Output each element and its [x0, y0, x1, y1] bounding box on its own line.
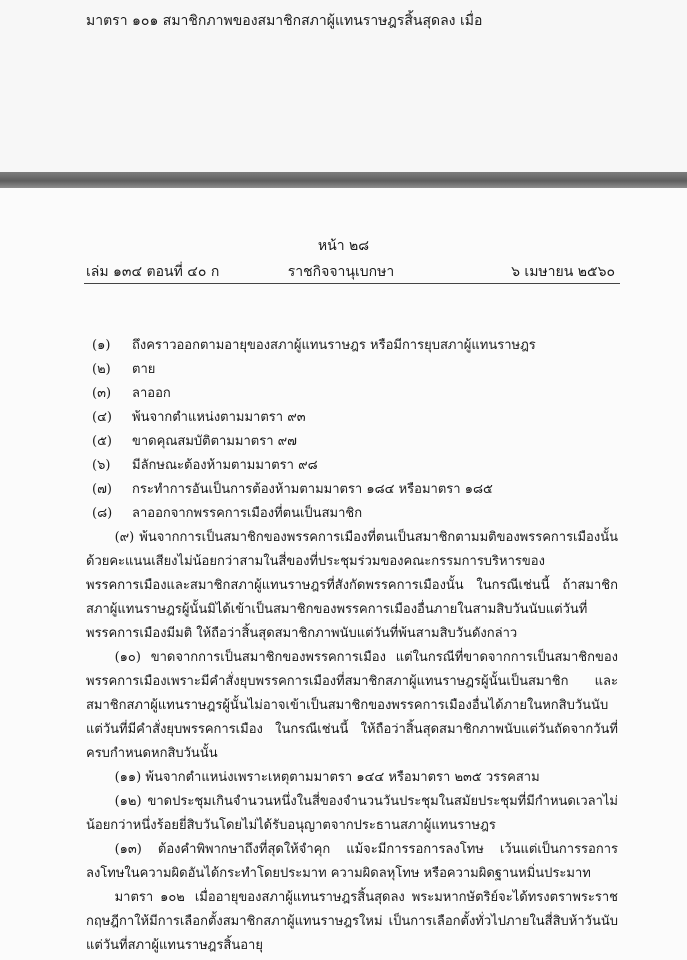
item-text: ถึงคราวออกตามอายุของสภาผู้แทนราษฎร หรือมีการยุบสภาผู้แทนราษฎร: [132, 338, 536, 353]
item-text: ขาดคุณสมบัติตามมาตรา ๙๗: [132, 434, 297, 449]
document-body: [86, 334, 618, 958]
item-number: (๔): [92, 410, 112, 425]
paragraph-item-11: (๑๑) พ้นจากตำแหน่งเพราะเหตุตามมาตรา ๑๔๔ หรือมาตรา ๒๓๕ วรรคสาม: [114, 770, 540, 785]
item-text: พ้นจากตำแหน่งตามมาตรา ๙๓: [132, 410, 306, 425]
item-text: กระทำการอันเป็นการต้องห้ามตามมาตรา ๑๘๔ หรือมาตรา ๑๘๕: [132, 482, 493, 497]
paragraph-item-9: (๙) พ้นจากการเป็นสมาชิกของพรรคการเมืองที่ตนเป็นสมาชิกตามมติของพรรคการเมืองนั้นด้วยคะแนนเสียงไม่น้อยกว่าสามในสี่ของที่ประชุมร่วมของคณะกรรมการบริหารของพรรคการเมืองและสมาชิกสภาผู้แทนราษฎรที่สังกัดพรรคการเมืองนั้น ในกรณีเช่นนี้ ถ้าสมาชิกสภาผู้แทนราษฎรผู้นั้นมิได้เข้าเป็นสมาชิกของพรรคการเมืองอื่นภายในสามสิบวันนับแต่วันที่พรรคการเมืองมีมติ ให้ถือว่าสิ้นสุดสมาชิกภาพนับแต่วันที่พ้นสามสิบวันดังกล่าว: [86, 530, 618, 641]
item-text: ลาออกจากพรรคการเมืองที่ตนเป็นสมาชิก: [132, 506, 363, 521]
item-text: ลาออก: [132, 386, 171, 401]
list-item: [86, 454, 618, 478]
section-101-heading: มาตรา ๑๐๑ สมาชิกภาพของสมาชิกสภาผู้แทนราษฎรสิ้นสุดลง เมื่อ: [86, 13, 483, 29]
list-item: [86, 502, 618, 526]
list-item: [86, 382, 618, 406]
page-separator: [0, 172, 687, 188]
item-number: (๑): [92, 338, 111, 353]
item-number: (๘): [92, 506, 113, 521]
publication-date: ๖ เมษายน ๒๕๖๐: [511, 264, 615, 280]
gazette-title: ราชกิจจานุเบกษา: [287, 264, 395, 280]
item-number: (๗): [92, 482, 112, 497]
item-number: (๖): [92, 458, 111, 473]
paragraph-item-13: (๑๓) ต้องคำพิพากษาถึงที่สุดให้จำคุก แม้จะมีการรอการลงโทษ เว้นแต่เป็นการรอการลงโทษในความผิดอันได้กระทำโดยประมาท ความผิดลหุโทษ หรือความผิดฐานหมิ่นประมาท: [86, 842, 618, 881]
paragraph-item-10: (๑๐) ขาดจากการเป็นสมาชิกของพรรคการเมือง แต่ในกรณีที่ขาดจากการเป็นสมาชิกของพรรคการเมืองเพราะมีคำสั่งยุบพรรคการเมืองที่สมาชิกสภาผู้แทนราษฎรผู้นั้นเป็นสมาชิก และสมาชิกสภาผู้แทนราษฎรผู้นั้นไม่อาจเข้าเป็นสมาชิกของพรรคการเมืองอื่นได้ภายในหกสิบวันนับแต่วันที่มีคำสั่งยุบพรรคการเมือง ในกรณีเช่นนี้ ให้ถือว่าสิ้นสุดสมาชิกภาพนับแต่วันถัดจากวันที่ครบกำหนดหกสิบวันนั้น: [86, 650, 618, 761]
list-item: [86, 358, 618, 382]
list-item: [86, 478, 618, 502]
section-102-text: เมื่ออายุของสภาผู้แทนราษฎรสิ้นสุดลง พระมหากษัตริย์จะได้ทรงตราพระราชกฤษฎีกาให้มีการเลือกตั้งสมาชิกสภาผู้แทนราษฎรใหม่ เป็นการเลือกตั้งทั่วไปภายในสี่สิบห้าวันนับแต่วันที่สภาผู้แทนราษฎรสิ้นอายุ: [86, 890, 618, 953]
header-rule: [84, 283, 620, 284]
list-item: [86, 406, 618, 430]
item-text: มีลักษณะต้องห้ามตามมาตรา ๙๘: [132, 458, 318, 473]
list-item: [86, 334, 618, 358]
list-item: [86, 430, 618, 454]
page-number: หน้า ๒๘: [317, 238, 370, 254]
previous-page-fragment: [0, 0, 687, 172]
section-102-label: มาตรา ๑๐๒: [114, 890, 185, 905]
item-text: ตาย: [132, 362, 156, 377]
section-102-paragraph: [86, 886, 618, 958]
item-number: (๕): [92, 434, 112, 449]
item-number: (๓): [92, 386, 112, 401]
paragraph-item-12: (๑๒) ขาดประชุมเกินจำนวนหนึ่งในสี่ของจำนวนวันประชุมในสมัยประชุมที่มีกำหนดเวลาไม่น้อยกว่าหนึ่งร้อยยี่สิบวันโดยไม่ได้รับอนุญาตจากประธานสภาผู้แทนราษฎร: [86, 794, 618, 833]
item-number: (๒): [92, 362, 111, 377]
volume-issue: เล่ม ๑๓๔ ตอนที่ ๔๐ ก: [86, 264, 220, 280]
